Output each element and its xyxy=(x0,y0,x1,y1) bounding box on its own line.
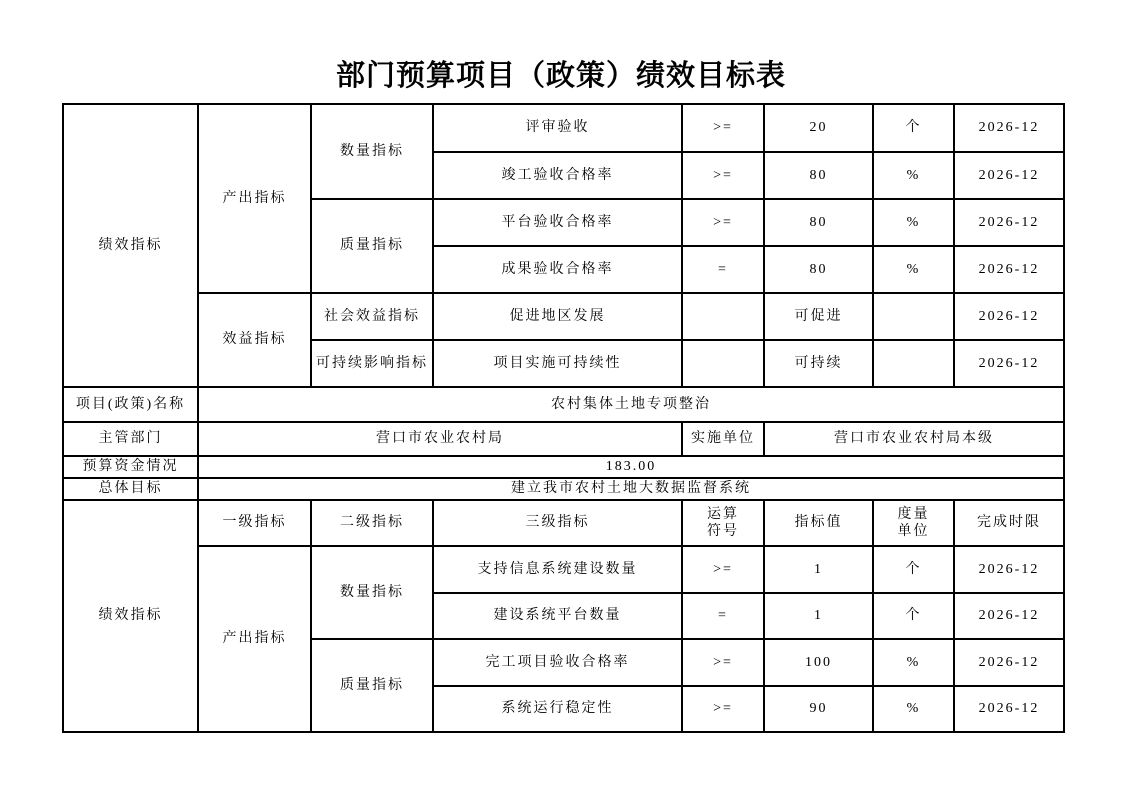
unit-cell xyxy=(873,293,954,340)
top-sustain-impact-label: 可持续影响指标 xyxy=(311,340,433,387)
project-name-label: 项目(政策)名称 xyxy=(63,387,198,422)
operator-cell: >= xyxy=(682,199,764,246)
overall-goal-label: 总体目标 xyxy=(63,478,198,500)
indicator-name-cell: 支持信息系统建设数量 xyxy=(433,546,682,593)
dept-value: 营口市农业农村局 xyxy=(198,422,682,456)
deadline-cell: 2026-12 xyxy=(954,293,1064,340)
page-title: 部门预算项目（政策）绩效目标表 xyxy=(335,60,786,92)
indicator-name-cell: 评审验收 xyxy=(433,104,682,152)
deadline-cell: 2026-12 xyxy=(954,152,1064,199)
unit-cell: % xyxy=(873,199,954,246)
indicator-name-cell: 平台验收合格率 xyxy=(433,199,682,246)
indicator-name-cell: 竣工验收合格率 xyxy=(433,152,682,199)
operator-cell: = xyxy=(682,246,764,293)
indicator-value-cell: 80 xyxy=(764,246,873,293)
indicator-value-cell: 80 xyxy=(764,152,873,199)
header-level2: 二级指标 xyxy=(311,500,433,546)
impl-unit-label: 实施单位 xyxy=(682,422,764,456)
performance-target-table xyxy=(62,103,1065,733)
budget-label: 预算资金情况 xyxy=(63,456,198,478)
header-level1: 一级指标 xyxy=(198,500,311,546)
operator-cell: = xyxy=(682,593,764,639)
unit-cell: % xyxy=(873,639,954,686)
operator-cell: >= xyxy=(682,639,764,686)
indicator-name-cell: 项目实施可持续性 xyxy=(433,340,682,387)
unit-cell: % xyxy=(873,246,954,293)
unit-cell: % xyxy=(873,686,954,732)
bottom-perf-indicator-label: 绩效指标 xyxy=(63,500,198,732)
top-social-benefit-label: 社会效益指标 xyxy=(311,293,433,340)
indicator-value-cell: 1 xyxy=(764,546,873,593)
deadline-cell: 2026-12 xyxy=(954,686,1064,732)
overall-goal-value: 建立我市农村土地大数据监督系统 xyxy=(198,478,1064,500)
project-name-value: 农村集体土地专项整治 xyxy=(198,387,1064,422)
top-perf-indicator-label: 绩效指标 xyxy=(63,104,198,387)
impl-unit-value: 营口市农业农村局本级 xyxy=(764,422,1064,456)
indicator-value-cell: 80 xyxy=(764,199,873,246)
indicator-value-cell: 90 xyxy=(764,686,873,732)
indicator-value-cell: 可持续 xyxy=(764,340,873,387)
top-quality-indicator-label: 质量指标 xyxy=(311,199,433,293)
indicator-value-cell: 20 xyxy=(764,104,873,152)
operator-cell: >= xyxy=(682,686,764,732)
indicator-name-cell: 成果验收合格率 xyxy=(433,246,682,293)
unit-cell: % xyxy=(873,152,954,199)
header-level3: 三级指标 xyxy=(433,500,682,546)
indicator-name-cell: 建设系统平台数量 xyxy=(433,593,682,639)
deadline-cell: 2026-12 xyxy=(954,340,1064,387)
bottom-quality-indicator-label: 质量指标 xyxy=(311,639,433,732)
unit-cell: 个 xyxy=(873,546,954,593)
header-operator: 运算符号 xyxy=(682,500,764,546)
bottom-output-indicator-label: 产出指标 xyxy=(198,546,311,732)
budget-value: 183.00 xyxy=(198,456,1064,478)
deadline-cell: 2026-12 xyxy=(954,104,1064,152)
operator-cell: >= xyxy=(682,152,764,199)
deadline-cell: 2026-12 xyxy=(954,639,1064,686)
indicator-value-cell: 1 xyxy=(764,593,873,639)
header-unit: 度量单位 xyxy=(873,500,954,546)
top-benefit-indicator-label: 效益指标 xyxy=(198,293,311,387)
bottom-quantity-indicator-label: 数量指标 xyxy=(311,546,433,639)
top-output-indicator-label: 产出指标 xyxy=(198,104,311,293)
operator-cell: >= xyxy=(682,104,764,152)
operator-cell: >= xyxy=(682,546,764,593)
header-value: 指标值 xyxy=(764,500,873,546)
deadline-cell: 2026-12 xyxy=(954,246,1064,293)
indicator-name-cell: 系统运行稳定性 xyxy=(433,686,682,732)
deadline-cell: 2026-12 xyxy=(954,593,1064,639)
indicator-value-cell: 100 xyxy=(764,639,873,686)
operator-cell xyxy=(682,340,764,387)
indicator-value-cell: 可促进 xyxy=(764,293,873,340)
unit-cell xyxy=(873,340,954,387)
header-deadline: 完成时限 xyxy=(954,500,1064,546)
deadline-cell: 2026-12 xyxy=(954,546,1064,593)
unit-cell: 个 xyxy=(873,593,954,639)
dept-label: 主管部门 xyxy=(63,422,198,456)
unit-cell: 个 xyxy=(873,104,954,152)
top-quantity-indicator-label: 数量指标 xyxy=(311,104,433,199)
deadline-cell: 2026-12 xyxy=(954,199,1064,246)
operator-cell xyxy=(682,293,764,340)
indicator-name-cell: 促进地区发展 xyxy=(433,293,682,340)
indicator-name-cell: 完工项目验收合格率 xyxy=(433,639,682,686)
